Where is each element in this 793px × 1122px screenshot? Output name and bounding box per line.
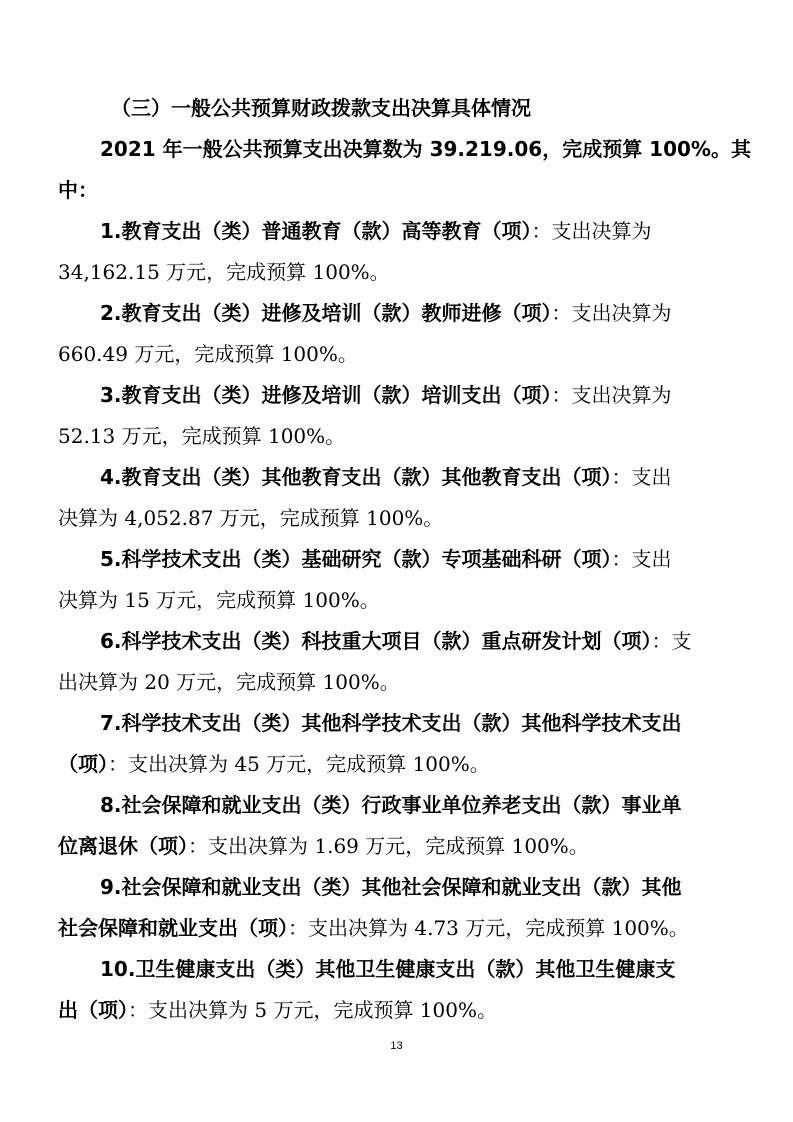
item-text-cont: 决算为 4,052.87 万元，完成预算 100%。 bbox=[58, 506, 444, 530]
item-text-cont: 决算为 15 万元，完成预算 100%。 bbox=[58, 588, 380, 612]
list-item bbox=[0, 217, 793, 245]
item-text: ：支出决算为 bbox=[531, 219, 652, 243]
list-item bbox=[0, 627, 793, 655]
list-item-continuation bbox=[0, 668, 793, 696]
item-title-cont: （项） bbox=[58, 752, 108, 776]
item-text: ：支出决算为 bbox=[551, 301, 672, 325]
item-title: 8.社会保障和就业支出（类）行政事业单位养老支出（款）事业单 bbox=[100, 793, 682, 817]
list-item bbox=[0, 463, 793, 491]
item-title: 3.教育支出（类）进修及培训（款）培训支出（项） bbox=[100, 383, 552, 407]
item-title: 10.卫生健康支出（类）其他卫生健康支出（款）其他卫生健康支 bbox=[100, 957, 676, 981]
list-item-continuation bbox=[0, 996, 793, 1024]
list-item bbox=[0, 873, 793, 901]
item-text: ：支出决算为 bbox=[551, 383, 672, 407]
item-text: ：支出 bbox=[611, 547, 672, 571]
item-title-cont: 位离退休（项） bbox=[58, 834, 188, 858]
list-item bbox=[0, 545, 793, 573]
section-heading: （三）一般公共预算财政拨款支出决算具体情况 bbox=[111, 96, 531, 120]
item-text-cont: ：支出决算为 1.69 万元，完成预算 100%。 bbox=[188, 834, 589, 858]
item-text: ：支出 bbox=[611, 465, 672, 489]
list-item-continuation bbox=[0, 586, 793, 614]
item-text-cont: 34,162.15 万元，完成预算 100%。 bbox=[58, 260, 390, 284]
item-text: ：支 bbox=[651, 629, 692, 653]
item-text-cont: ：支出决算为 45 万元，完成预算 100%。 bbox=[108, 752, 490, 776]
item-title-cont: 出（项） bbox=[58, 998, 128, 1022]
item-title: 6.科学技术支出（类）科技重大项目（款）重点研发计划（项） bbox=[100, 629, 652, 653]
item-text-cont: 出决算为 20 万元，完成预算 100%。 bbox=[58, 670, 400, 694]
item-title: 4.教育支出（类）其他教育支出（款）其他教育支出（项） bbox=[100, 465, 612, 489]
list-item-continuation bbox=[0, 340, 793, 368]
intro-line-2: 中： bbox=[58, 178, 98, 202]
item-text-cont: ：支出决算为 5 万元，完成预算 100%。 bbox=[128, 998, 497, 1022]
page-number: 13 bbox=[390, 1040, 403, 1052]
list-item-continuation bbox=[0, 914, 793, 942]
item-title: 5.科学技术支出（类）基础研究（款）专项基础科研（项） bbox=[100, 547, 612, 571]
item-title: 2.教育支出（类）进修及培训（款）教师进修（项） bbox=[100, 301, 552, 325]
item-title-cont: 社会保障和就业支出（项） bbox=[58, 916, 288, 940]
item-text-cont: ：支出决算为 4.73 万元，完成预算 100%。 bbox=[288, 916, 689, 940]
item-title: 9.社会保障和就业支出（类）其他社会保障和就业支出（款）其他 bbox=[100, 875, 682, 899]
list-item bbox=[0, 955, 793, 983]
item-title: 7.科学技术支出（类）其他科学技术支出（款）其他科学技术支出 bbox=[100, 711, 682, 735]
list-item bbox=[0, 381, 793, 409]
list-item-continuation bbox=[0, 422, 793, 450]
item-text-cont: 52.13 万元，完成预算 100%。 bbox=[58, 424, 346, 448]
list-item bbox=[0, 299, 793, 327]
list-item bbox=[0, 791, 793, 819]
list-item-continuation bbox=[0, 258, 793, 286]
list-item bbox=[0, 709, 793, 737]
item-title: 1.教育支出（类）普通教育（款）高等教育（项） bbox=[100, 219, 532, 243]
list-item-continuation bbox=[0, 750, 793, 778]
item-text-cont: 660.49 万元，完成预算 100%。 bbox=[58, 342, 358, 366]
list-item-continuation bbox=[0, 832, 793, 860]
list-item-continuation bbox=[0, 504, 793, 532]
intro-line-1: 2021 年一般公共预算支出决算数为 39.219.06，完成预算 100%。其 bbox=[100, 137, 751, 161]
